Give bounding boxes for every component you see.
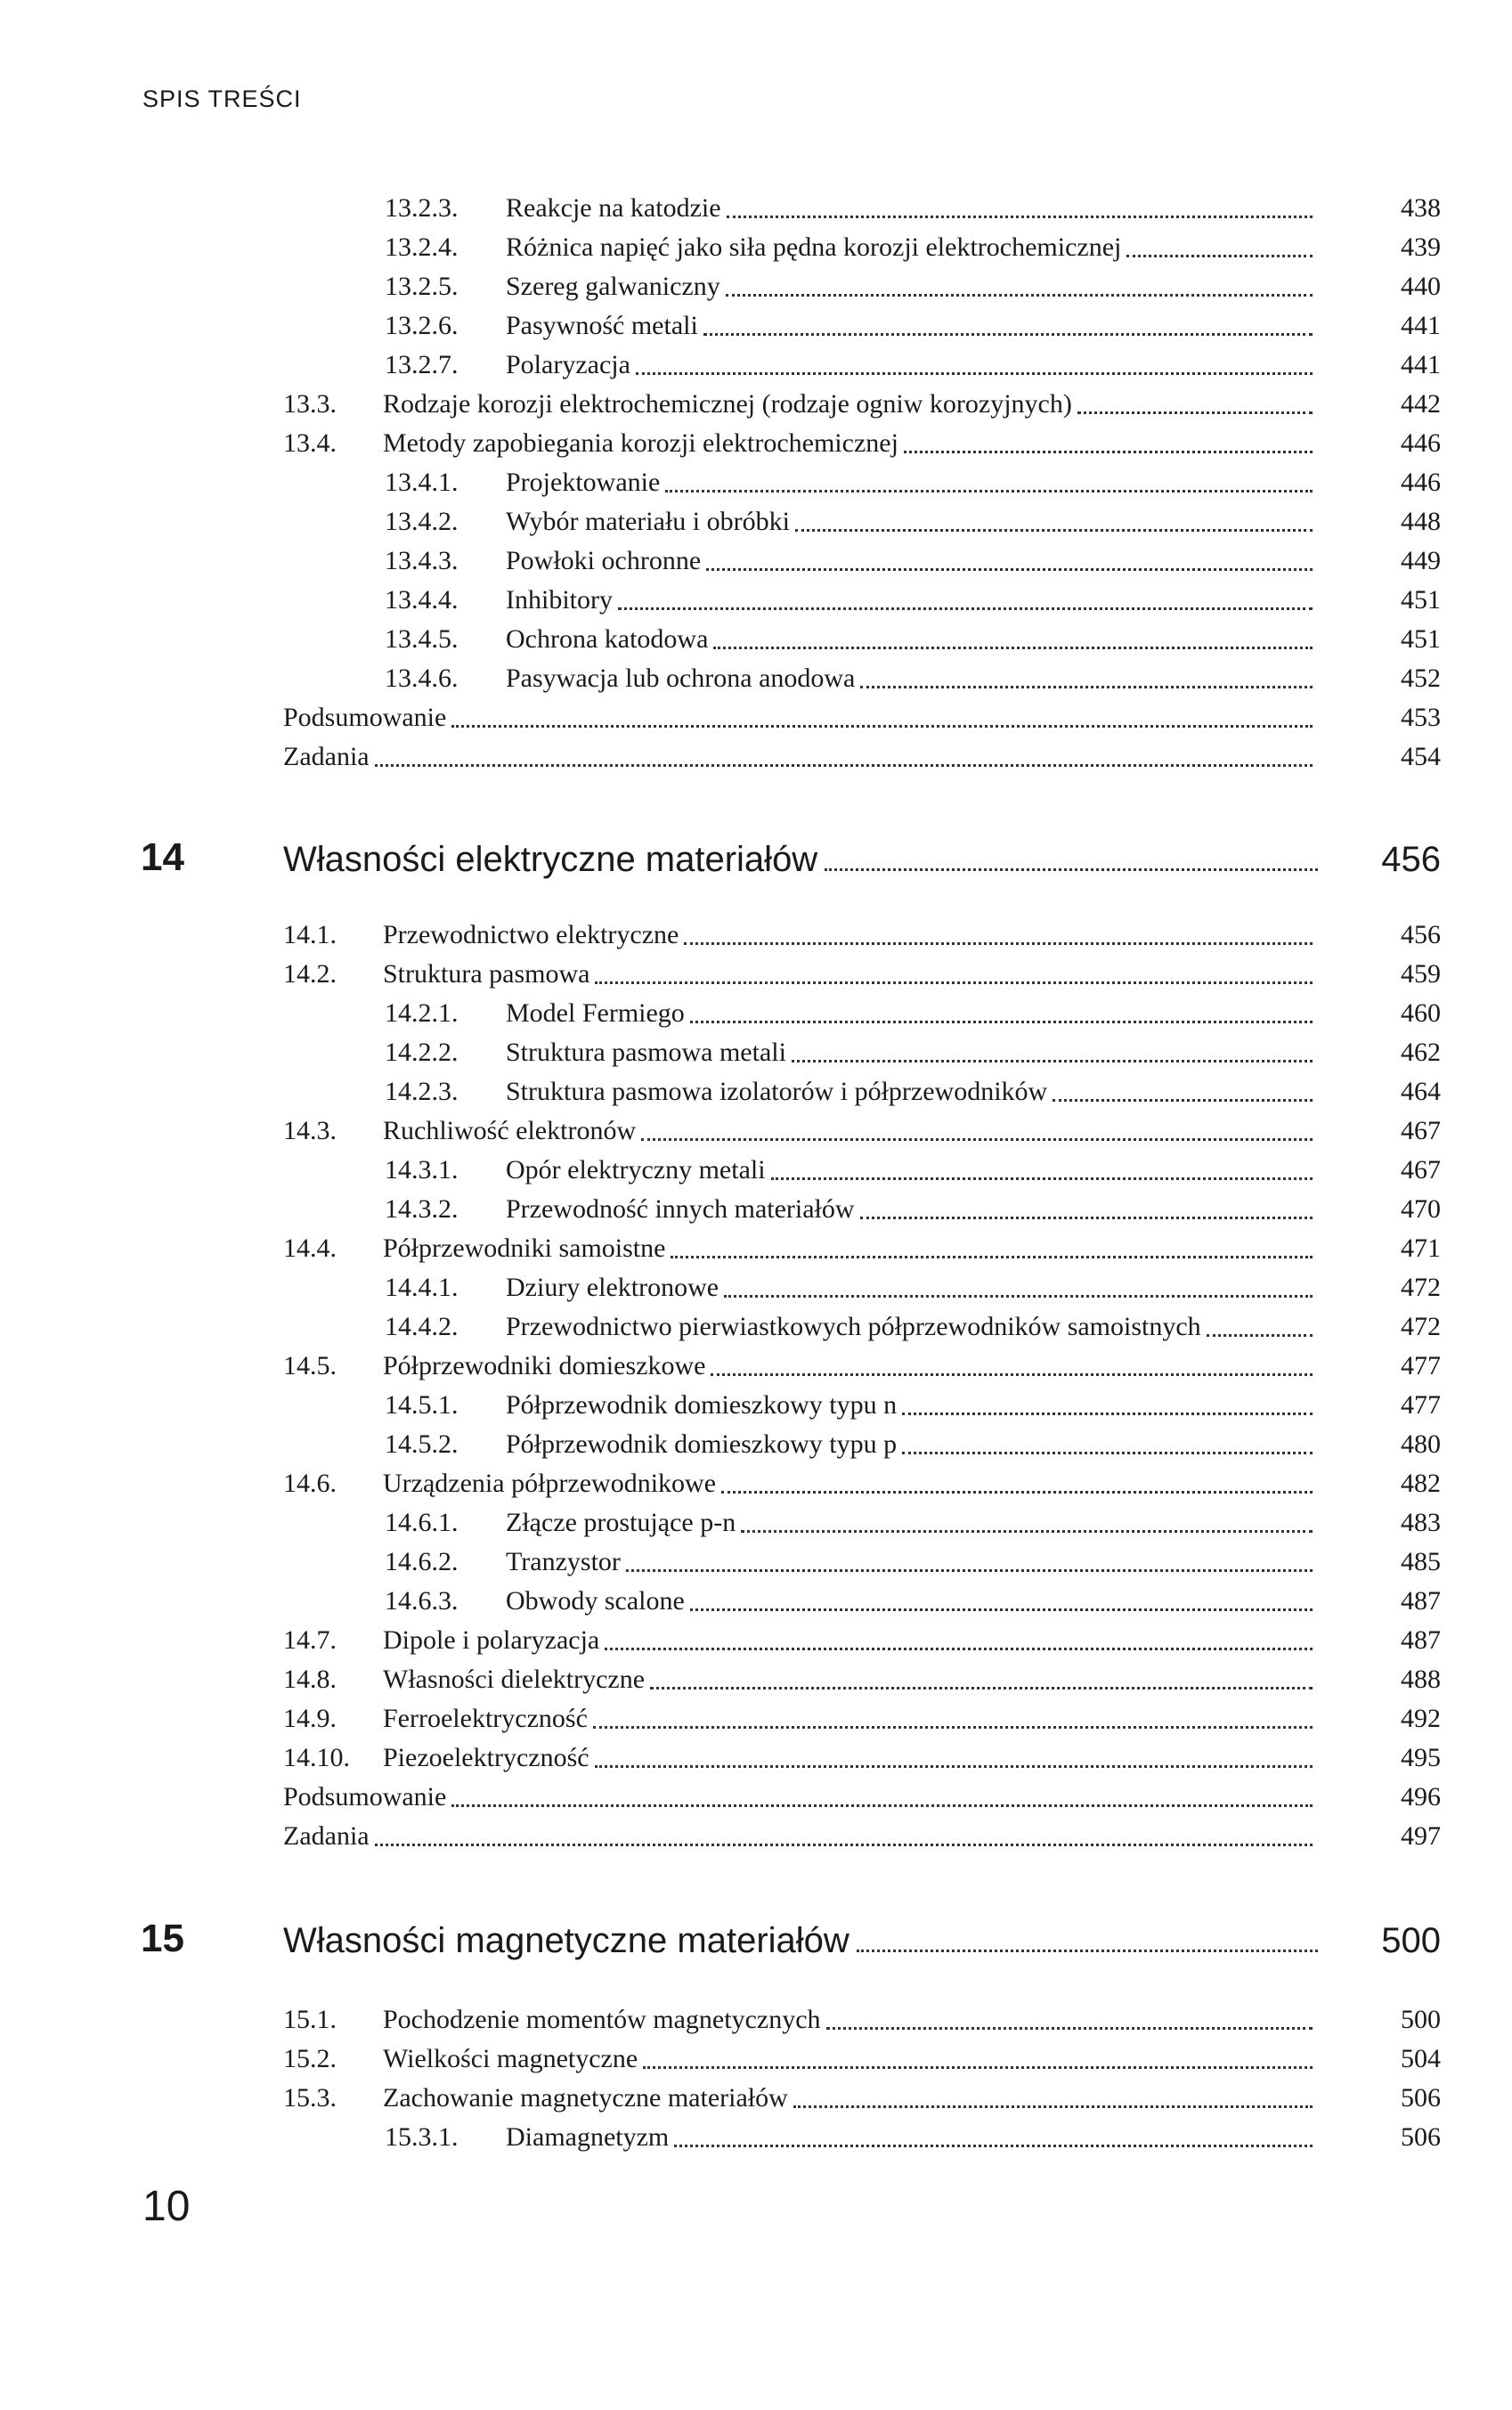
dot-leader bbox=[671, 1256, 1313, 1258]
toc-entry-page: 441 bbox=[1401, 350, 1441, 379]
chapter-title: Własności magnetyczne materiałów bbox=[283, 1921, 849, 1960]
toc-entry-title: Pasywacja lub ochrona anodowa bbox=[506, 661, 860, 696]
dot-leader bbox=[792, 1060, 1313, 1063]
dot-leader bbox=[618, 607, 1313, 610]
chapter-title: Własności elektryczne materiałów bbox=[283, 840, 818, 879]
toc-entry-page: 500 bbox=[1401, 2005, 1441, 2034]
toc-entry-title: Struktura pasmowa izolatorów i półprzewodników bbox=[506, 1074, 1053, 1110]
toc-entry-title: Pochodzenie momentów magnetycznych bbox=[383, 2002, 826, 2038]
toc-entry-number: 14.9. bbox=[283, 1704, 337, 1733]
toc-entry-page: 472 bbox=[1401, 1273, 1441, 1302]
toc-entry-title: Obwody scalone bbox=[506, 1584, 690, 1619]
dot-leader bbox=[724, 1295, 1313, 1298]
toc-entry[interactable] bbox=[0, 698, 1512, 737]
toc-entry-page: 483 bbox=[1401, 1508, 1441, 1537]
toc-entry-page: 459 bbox=[1401, 959, 1441, 989]
toc-entry-number: 14.5.2. bbox=[385, 1429, 459, 1459]
toc-entry-number: 14.1. bbox=[283, 920, 337, 949]
dot-leader bbox=[593, 1726, 1313, 1729]
toc-entry-page: 497 bbox=[1401, 1821, 1441, 1851]
toc-entry[interactable] bbox=[0, 1817, 1512, 1856]
toc-entry[interactable] bbox=[0, 541, 1512, 581]
toc-entry-page: 470 bbox=[1401, 1194, 1441, 1224]
toc-entry[interactable] bbox=[0, 737, 1512, 777]
toc-entry-page: 442 bbox=[1401, 389, 1441, 419]
dot-leader bbox=[665, 490, 1313, 493]
toc-entry-title: Ferroelektryczność bbox=[383, 1701, 593, 1737]
toc-entry-number: 14.5.1. bbox=[385, 1390, 459, 1420]
toc-entry[interactable] bbox=[0, 267, 1512, 306]
dot-leader bbox=[595, 981, 1313, 984]
toc-entry-title: Reakcje na katodzie bbox=[506, 191, 727, 226]
toc-entry-number: 13.4.5. bbox=[385, 624, 459, 654]
dot-leader bbox=[860, 686, 1313, 688]
toc-entry-title: Struktura pasmowa bbox=[383, 957, 595, 992]
dot-leader bbox=[902, 1452, 1313, 1454]
toc-entry[interactable] bbox=[0, 1738, 1512, 1778]
toc-entry[interactable] bbox=[0, 1464, 1512, 1503]
toc-entry[interactable] bbox=[0, 1699, 1512, 1738]
toc-entry-number: 14.6.1. bbox=[385, 1508, 459, 1537]
dot-leader bbox=[727, 216, 1313, 218]
chapter-number: 14 bbox=[141, 835, 184, 879]
toc-entry[interactable] bbox=[0, 2000, 1512, 2040]
toc-entry[interactable] bbox=[0, 1072, 1512, 1111]
toc-entry-title: Ruchliwość elektronów bbox=[383, 1113, 641, 1149]
toc-entry-page: 495 bbox=[1401, 1743, 1441, 1772]
toc-entry-title: Zachowanie magnetyczne materiałów bbox=[383, 2080, 793, 2116]
toc-entry[interactable] bbox=[0, 1425, 1512, 1464]
running-header: SPIS TREŚCI bbox=[142, 85, 302, 112]
toc-entry-page: 487 bbox=[1401, 1625, 1441, 1655]
toc-entry-page: 506 bbox=[1401, 2083, 1441, 2113]
toc-entry[interactable] bbox=[0, 2118, 1512, 2157]
toc-entry[interactable] bbox=[0, 1347, 1512, 1386]
toc-entry-page: 452 bbox=[1401, 664, 1441, 693]
dot-leader bbox=[626, 1569, 1313, 1572]
toc-entry-title: Diamagnetyzm bbox=[506, 2120, 674, 2155]
toc-entry-number: 13.2.6. bbox=[385, 311, 459, 340]
toc-entry-title: Piezoelektryczność bbox=[383, 1740, 595, 1776]
toc-entry-page: 471 bbox=[1401, 1233, 1441, 1263]
toc-entry-number: 15.3.1. bbox=[385, 2122, 459, 2152]
toc-entry-number: 14.3. bbox=[283, 1116, 337, 1145]
dot-leader bbox=[904, 451, 1313, 453]
dot-leader bbox=[1053, 1099, 1313, 1102]
dot-leader bbox=[726, 294, 1313, 297]
dot-leader bbox=[793, 2105, 1313, 2108]
toc-entry-number: 14.10. bbox=[283, 1743, 350, 1772]
toc-entry-number: 14.7. bbox=[283, 1625, 337, 1655]
toc-entry-title: Własności dielektryczne bbox=[383, 1662, 650, 1698]
dot-leader bbox=[713, 647, 1313, 649]
toc-entry-page: 482 bbox=[1401, 1469, 1441, 1498]
toc-entry-number: 14.6.2. bbox=[385, 1547, 459, 1576]
toc-entry-number: 13.2.3. bbox=[385, 193, 459, 223]
chapter-heading-14 bbox=[0, 830, 1512, 883]
toc-entry[interactable] bbox=[0, 2079, 1512, 2118]
toc-entry-title: Rodzaje korozji elektrochemicznej (rodzaje ogniw korozyjnych) bbox=[383, 387, 1077, 422]
toc-entry[interactable] bbox=[0, 1582, 1512, 1621]
toc-entry-title: Inhibitory bbox=[506, 582, 618, 618]
toc-entry[interactable] bbox=[0, 659, 1512, 698]
toc-entry-title: Metody zapobiegania korozji elektrochemicznej bbox=[383, 426, 904, 461]
dot-leader bbox=[902, 1413, 1313, 1415]
dot-leader bbox=[674, 2145, 1313, 2147]
toc-entry-title: Złącze prostujące p-n bbox=[506, 1505, 741, 1541]
dot-leader bbox=[711, 1373, 1313, 1376]
toc-entry-number: 13.2.4. bbox=[385, 232, 459, 262]
dot-leader bbox=[375, 764, 1313, 767]
toc-entry[interactable] bbox=[0, 2040, 1512, 2079]
toc-entry-title: Półprzewodnik domieszkowy typu p bbox=[506, 1427, 902, 1462]
dot-leader bbox=[1207, 1334, 1313, 1337]
toc-entry[interactable] bbox=[0, 1660, 1512, 1699]
toc-entry-number: 13.4.4. bbox=[385, 585, 459, 615]
toc-entry-title: Przewodnictwo elektryczne bbox=[383, 917, 684, 953]
dot-leader bbox=[641, 1138, 1313, 1141]
toc-entry[interactable] bbox=[0, 463, 1512, 502]
toc-entry-page: 453 bbox=[1401, 703, 1441, 732]
toc-entry-number: 14.6. bbox=[283, 1469, 337, 1498]
toc-entry-page: 464 bbox=[1401, 1077, 1441, 1106]
toc-entry[interactable] bbox=[0, 1229, 1512, 1268]
toc-entry-title: Dziury elektronowe bbox=[506, 1270, 724, 1306]
toc-entry-page: 472 bbox=[1401, 1312, 1441, 1341]
toc-entry-page: 460 bbox=[1401, 998, 1441, 1028]
dot-leader bbox=[826, 2027, 1313, 2030]
toc-entry-page: 504 bbox=[1401, 2044, 1441, 2073]
toc-entry-page: 449 bbox=[1401, 546, 1441, 575]
toc-entry-number: 14.4. bbox=[283, 1233, 337, 1263]
toc-entry[interactable] bbox=[0, 1268, 1512, 1307]
toc-entry[interactable] bbox=[0, 1778, 1512, 1817]
toc-entry[interactable] bbox=[0, 306, 1512, 346]
toc-entry-number: 14.6.3. bbox=[385, 1586, 459, 1616]
chapter-page-number: 456 bbox=[1381, 840, 1441, 879]
toc-entry[interactable] bbox=[0, 189, 1512, 228]
toc-entry-title: Półprzewodniki domieszkowe bbox=[383, 1348, 711, 1384]
dot-leader bbox=[650, 1687, 1313, 1689]
toc-entry-title: Różnica napięć jako siła pędna korozji elektrochemicznej bbox=[506, 230, 1126, 265]
chapter-page-number: 500 bbox=[1381, 1921, 1441, 1960]
toc-entry-number: 14.2. bbox=[283, 959, 337, 989]
toc-entry[interactable] bbox=[0, 1386, 1512, 1425]
toc-entry-page: 454 bbox=[1401, 742, 1441, 771]
toc-entry-page: 487 bbox=[1401, 1586, 1441, 1616]
dot-leader bbox=[771, 1177, 1313, 1180]
chapter-number: 15 bbox=[141, 1917, 184, 1960]
toc-entry-page: 477 bbox=[1401, 1390, 1441, 1420]
toc-entry-title: Przewodność innych materiałów bbox=[506, 1192, 860, 1227]
toc-entry[interactable] bbox=[0, 385, 1512, 424]
toc-entry-title: Ochrona katodowa bbox=[506, 622, 713, 657]
dot-leader bbox=[825, 868, 1318, 871]
dot-leader bbox=[690, 1608, 1313, 1611]
dot-leader bbox=[684, 942, 1313, 945]
toc-entry[interactable] bbox=[0, 424, 1512, 463]
toc-entry[interactable] bbox=[0, 620, 1512, 659]
toc-entry[interactable] bbox=[0, 916, 1512, 955]
dot-leader bbox=[690, 1021, 1313, 1023]
toc-entry-number: 14.8. bbox=[283, 1665, 337, 1694]
toc-entry-number: 14.2.2. bbox=[385, 1038, 459, 1067]
toc-entry-number: 15.3. bbox=[283, 2083, 337, 2113]
toc-entry[interactable] bbox=[0, 1307, 1512, 1347]
toc-entry-title: Szereg galwaniczny bbox=[506, 269, 726, 305]
toc-entry-title: Opór elektryczny metali bbox=[506, 1152, 771, 1188]
toc-entry-title: Struktura pasmowa metali bbox=[506, 1035, 792, 1071]
toc-entry-page: 456 bbox=[1401, 920, 1441, 949]
toc-entry-number: 15.1. bbox=[283, 2005, 337, 2034]
toc-entry-title: Zadania bbox=[283, 739, 375, 775]
toc-entry-page: 485 bbox=[1401, 1547, 1441, 1576]
toc-entry-number: 14.5. bbox=[283, 1351, 337, 1380]
toc-entry-page: 451 bbox=[1401, 624, 1441, 654]
toc-entry-page: 441 bbox=[1401, 311, 1441, 340]
toc-entry-number: 13.4.6. bbox=[385, 664, 459, 693]
dot-leader bbox=[451, 1804, 1313, 1807]
toc-entry-page: 496 bbox=[1401, 1782, 1441, 1812]
dot-leader bbox=[643, 2066, 1313, 2069]
toc-entry-title: Podsumowanie bbox=[283, 700, 451, 736]
toc-entry[interactable] bbox=[0, 502, 1512, 541]
toc-entry-page: 448 bbox=[1401, 507, 1441, 536]
toc-entry-title: Wybór materiału i obróbki bbox=[506, 504, 795, 540]
toc-entry[interactable] bbox=[0, 228, 1512, 267]
toc-entry-title: Model Fermiego bbox=[506, 996, 690, 1031]
dot-leader bbox=[451, 725, 1313, 728]
dot-leader bbox=[375, 1844, 1313, 1846]
toc-entry-number: 13.2.7. bbox=[385, 350, 459, 379]
toc-entry-number: 13.2.5. bbox=[385, 272, 459, 301]
toc-entry[interactable] bbox=[0, 1621, 1512, 1660]
toc-entry-number: 14.2.1. bbox=[385, 998, 459, 1028]
toc-entry-page: 462 bbox=[1401, 1038, 1441, 1067]
dot-leader bbox=[860, 1217, 1313, 1219]
toc-entry-number: 14.4.1. bbox=[385, 1273, 459, 1302]
toc-entry[interactable] bbox=[0, 955, 1512, 994]
toc-entry-number: 13.4.1. bbox=[385, 468, 459, 497]
dot-leader bbox=[703, 333, 1313, 336]
toc-entry-title: Podsumowanie bbox=[283, 1779, 451, 1815]
chapter-heading-15 bbox=[0, 1911, 1512, 1965]
dot-leader bbox=[795, 529, 1313, 532]
toc-entry-page: 488 bbox=[1401, 1665, 1441, 1694]
toc-entry-page: 440 bbox=[1401, 272, 1441, 301]
toc-entry-number: 13.3. bbox=[283, 389, 337, 419]
dot-leader bbox=[1077, 411, 1313, 414]
page-number: 10 bbox=[142, 2183, 191, 2230]
toc-entry-title: Półprzewodniki samoistne bbox=[383, 1231, 671, 1266]
toc-entry-title: Powłoki ochronne bbox=[506, 543, 706, 579]
toc-entry-title: Pasywność metali bbox=[506, 308, 703, 344]
toc-entry-number: 13.4. bbox=[283, 428, 337, 458]
toc-entry-page: 506 bbox=[1401, 2122, 1441, 2152]
toc-entry[interactable] bbox=[0, 1151, 1512, 1190]
toc-entry-page: 446 bbox=[1401, 468, 1441, 497]
dot-leader bbox=[857, 1950, 1318, 1952]
toc-entry-page: 480 bbox=[1401, 1429, 1441, 1459]
toc-entry[interactable] bbox=[0, 346, 1512, 385]
dot-leader bbox=[741, 1530, 1313, 1533]
toc-entry-title: Półprzewodnik domieszkowy typu n bbox=[506, 1388, 902, 1423]
toc-entry-page: 477 bbox=[1401, 1351, 1441, 1380]
dot-leader bbox=[721, 1491, 1313, 1494]
toc-entry-number: 14.3.1. bbox=[385, 1155, 459, 1185]
toc-entry[interactable] bbox=[0, 1190, 1512, 1229]
toc-entry-page: 467 bbox=[1401, 1116, 1441, 1145]
toc-entry-title: Dipole i polaryzacja bbox=[383, 1623, 605, 1658]
toc-entry[interactable] bbox=[0, 581, 1512, 620]
toc-entry-page: 467 bbox=[1401, 1155, 1441, 1185]
toc-entry-number: 14.4.2. bbox=[385, 1312, 459, 1341]
dot-leader bbox=[706, 568, 1313, 571]
toc-entry-title: Wielkości magnetyczne bbox=[383, 2041, 643, 2077]
toc-entry-number: 13.4.3. bbox=[385, 546, 459, 575]
toc-entry[interactable] bbox=[0, 1503, 1512, 1543]
toc-entry-title: Polaryzacja bbox=[506, 347, 636, 383]
toc-entry-page: 446 bbox=[1401, 428, 1441, 458]
toc-entry-number: 14.3.2. bbox=[385, 1194, 459, 1224]
toc-entry-title: Tranzystor bbox=[506, 1544, 626, 1580]
toc-entry-title: Urządzenia półprzewodnikowe bbox=[383, 1466, 721, 1502]
toc-entry-number: 13.4.2. bbox=[385, 507, 459, 536]
toc-entry[interactable] bbox=[0, 994, 1512, 1033]
toc-entry-title: Zadania bbox=[283, 1819, 375, 1854]
toc-entry[interactable] bbox=[0, 1543, 1512, 1582]
toc-entry-title: Projektowanie bbox=[506, 465, 665, 501]
dot-leader bbox=[605, 1648, 1313, 1650]
toc-entry-page: 439 bbox=[1401, 232, 1441, 262]
toc-entry-page: 451 bbox=[1401, 585, 1441, 615]
toc-entry-title: Przewodnictwo pierwiastkowych półprzewodników samoistnych bbox=[506, 1309, 1207, 1345]
toc-entry[interactable] bbox=[0, 1033, 1512, 1072]
toc-entry-number: 15.2. bbox=[283, 2044, 337, 2073]
toc-entry-page: 438 bbox=[1401, 193, 1441, 223]
toc-entry[interactable] bbox=[0, 1111, 1512, 1151]
dot-leader bbox=[1126, 255, 1313, 257]
dot-leader bbox=[636, 372, 1313, 375]
toc-entry-page: 492 bbox=[1401, 1704, 1441, 1733]
toc-entry-number: 14.2.3. bbox=[385, 1077, 459, 1106]
dot-leader bbox=[595, 1765, 1313, 1768]
